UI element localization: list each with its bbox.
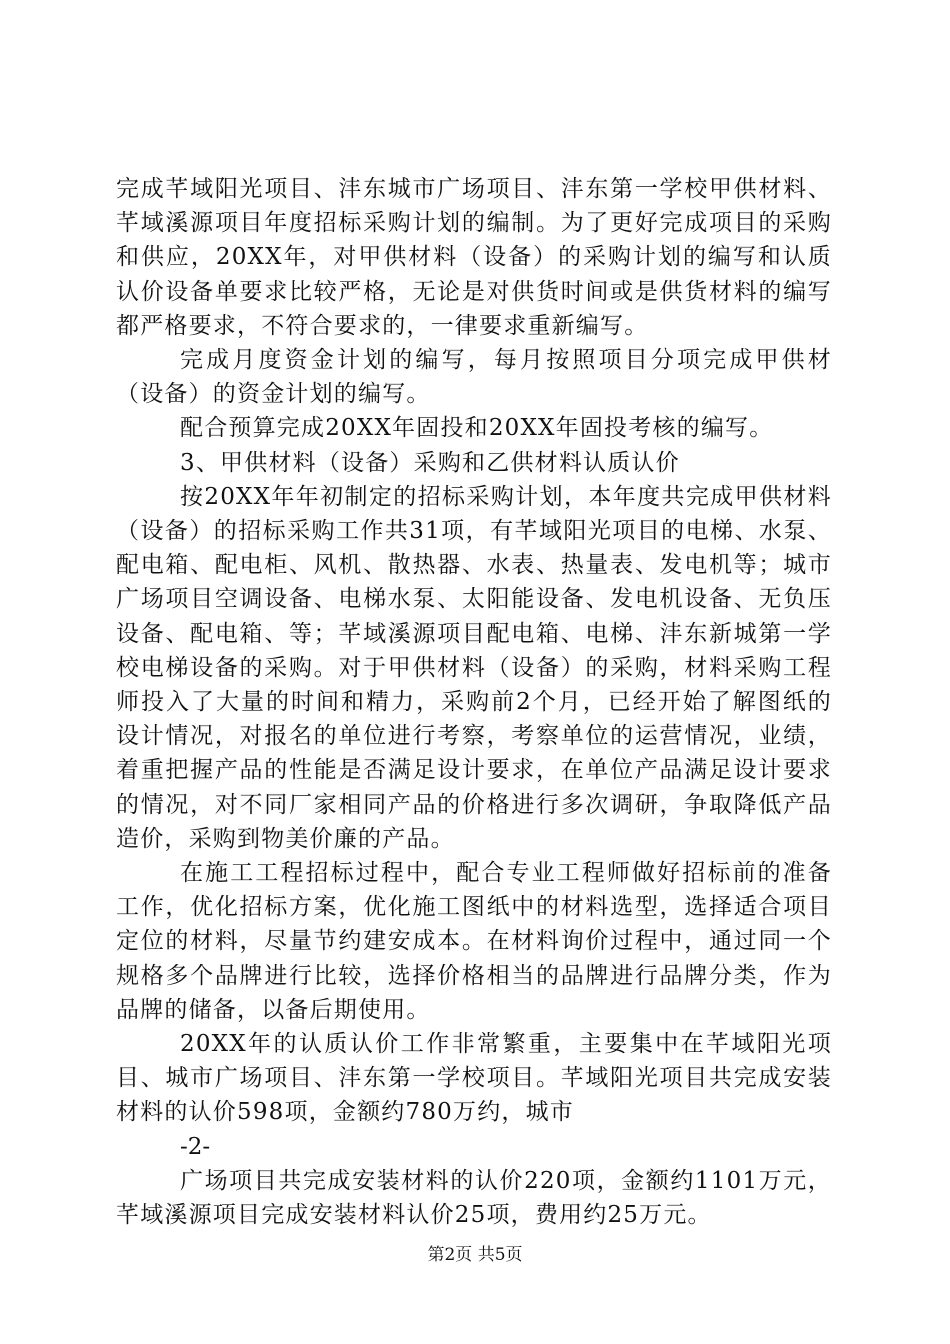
- paragraph-monthly-fund-plan: 完成月度资金计划的编写，每月按照项目分项完成甲供材（设备）的资金计划的编写。: [116, 347, 832, 408]
- document-body: [116, 172, 832, 1232]
- page-footer: 第2页 共5页: [427, 1245, 523, 1265]
- paragraph-fixed-investment: 配合预算完成20XX年固投和20XX年固投考核的编写。: [180, 415, 774, 442]
- section-heading-procurement: 3、甲供材料（设备）采购和乙供材料认质认价: [180, 449, 680, 476]
- paragraph-price-approval: 20XX年的认质认价工作非常繁重，主要集中在芊域阳光项目、城市广场项目、沣东第一学校项目。芊域阳光项目共完成安装材料的认价598项，金额约780万约，城市: [116, 1031, 832, 1126]
- paragraph-continuation: 广场项目共完成安装材料的认价220项，金额约1101万元，芊域溪源项目完成安装材料认价25项，费用约25万元。: [116, 1167, 832, 1229]
- paragraph-procurement-plan: 完成芊域阳光项目、沣东城市广场项目、沣东第一学校甲供材料、芊域溪源项目年度招标采购计划的编制。为了更好完成项目的采购和供应，20XX年，对甲供材料（设备）的采购计划的编写和认质认价设备单要求比较严格，无论是对供货时间或是供货材料的编写都严格要求，不符合要求的，一律要求重新编写。: [116, 176, 832, 339]
- inline-page-marker: -2-: [180, 1133, 211, 1160]
- paragraph-construction-tender: 在施工工程招标过程中，配合专业工程师做好招标前的准备工作，优化招标方案，优化施工图纸中的材料选型，选择适合项目定位的材料，尽量节约建安成本。在材料询价过程中，通过同一个规格多个品牌进行比较，选择价格相当的品牌进行品牌分类，作为品牌的储备，以备后期使用。: [116, 860, 832, 1023]
- paragraph-tender-procurement: 按20XX年年初制定的招标采购计划，本年度共完成甲供材料（设备）的招标采购工作共31项，有芊域阳光项目的电梯、水泵、配电箱、配电柜、风机、散热器、水表、热量表、发电机等；城市广场项目空调设备、电梯水泵、太阳能设备、发电机设备、无负压设备、配电箱、等；芊域溪源项目配电箱、电梯、沣东新城第一学校电梯设备的采购。对于甲供材料（设备）的采购，材料采购工程师投入了大量的时间和精力，采购前2个月，已经开始了解图纸的设计情况，对报名的单位进行考察，考察单位的运营情况，业绩，着重把握产品的性能是否满足设计要求，在单位产品满足设计要求的情况，对不同厂家相同产品的价格进行多次调研，争取降低产品造价，采购到物美价廉的产品。: [116, 483, 832, 852]
